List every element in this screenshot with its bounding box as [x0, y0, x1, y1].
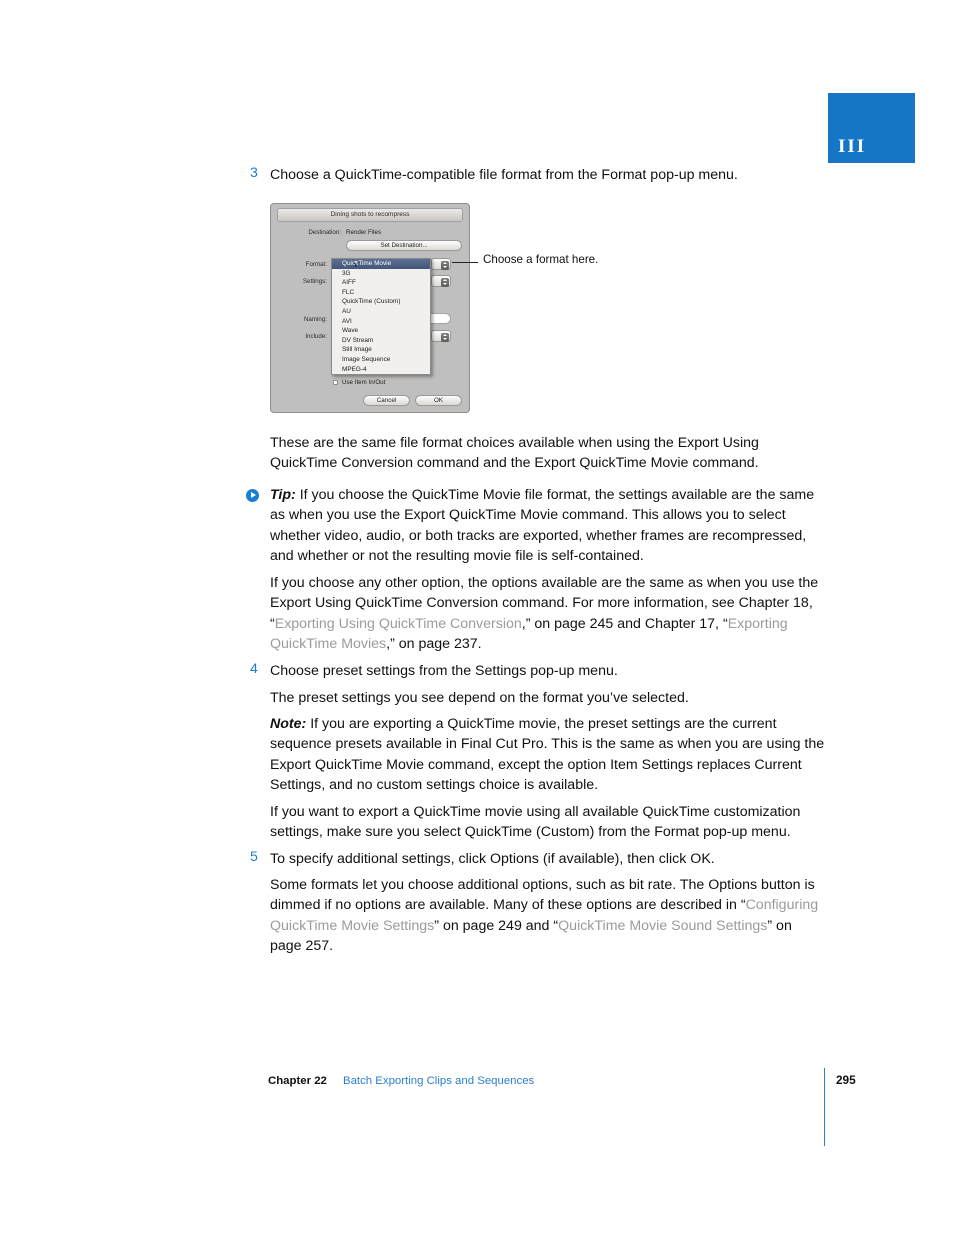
chevron-updown-icon — [441, 261, 449, 270]
footer-page-number: 295 — [836, 1073, 856, 1087]
destination-label: Destination: — [308, 229, 341, 236]
callout-leader-line — [452, 262, 478, 263]
options-text-2: on page 249 and — [439, 917, 554, 934]
menu-item-wave[interactable]: Wave — [342, 327, 359, 335]
chevron-updown-icon — [441, 278, 449, 287]
menu-item-quicktime-movie[interactable]: QuickTime Movie — [332, 259, 430, 269]
step-text-4: Choose preset settings from the Settings pop-up menu. — [270, 663, 618, 679]
format-popup-menu[interactable] — [331, 258, 431, 375]
use-item-in-out-checkbox[interactable] — [333, 380, 338, 385]
step-number-5: 5 — [250, 849, 258, 865]
paragraph-tip — [270, 485, 826, 566]
dialog-title-bar: Dining shots to recompress — [277, 208, 463, 222]
part-marker — [828, 93, 915, 163]
xref-quicktime-movie-sound-settings[interactable]: QuickTime Movie Sound Settings — [558, 917, 768, 934]
xref-configuring-quicktime-movie-settings[interactable]: Configuring QuickTime Movie Settings — [270, 897, 819, 934]
footer-chapter-title[interactable]: Batch Exporting Clips and Sequences — [343, 1075, 535, 1087]
paragraph-preset-depends: The preset settings you see depend on the format you’ve selected. — [270, 690, 689, 706]
paragraph-other-option: If you choose any other option, the options available are the same as when you use the Export Using QuickTime Conversion command. For more information, see Chapter 18, “Exporting Using QuickTime Conversion,” on page 245 and Chapter 17, “Exporting QuickTime Movies,” on page 237. — [270, 575, 819, 652]
settings-label: Settings: — [302, 278, 327, 285]
xref-exporting-quicktime-movies[interactable]: Exporting QuickTime Movies — [270, 615, 788, 652]
footer-chapter-number: Chapter 22 — [268, 1075, 327, 1087]
tip-label: Tip: — [270, 487, 296, 503]
other-option-text-2: on page 245 and Chapter 17, — [530, 615, 723, 632]
other-option-text-1: If you choose any other option, the options available are the same as when you use the Export Using QuickTime Conversion command. For more information, see Chapter 18, — [270, 575, 819, 612]
ok-button[interactable]: OK — [415, 395, 462, 406]
set-destination-button[interactable]: Set Destination... — [346, 240, 462, 251]
xref-exporting-using-quicktime-conversion[interactable]: Exporting Using QuickTime Conversion — [274, 615, 522, 632]
settings-popup-button[interactable] — [431, 275, 451, 287]
menu-item-flc[interactable]: FLC — [342, 288, 355, 296]
menu-item-avi[interactable]: AVI — [342, 317, 352, 325]
naming-label: Naming: — [303, 316, 327, 323]
menu-item-mpeg-4[interactable]: MPEG-4 — [342, 365, 367, 373]
menu-item-quicktime-custom[interactable]: QuickTime (Custom) — [342, 298, 401, 306]
note-body: If you are exporting a QuickTime movie, the preset settings are the current sequence presets available in Final Cut Pro. This is the same as when you are using the Export QuickTime Movie command, except the option Item Settings replaces Current Settings, and no custom settings choice is available. — [270, 716, 825, 793]
chevron-updown-icon — [441, 333, 449, 342]
step-text-3: Choose a QuickTime-compatible file format from the Format pop-up menu. — [270, 167, 738, 183]
step-text-5: To specify additional settings, click Options (if available), then click OK. — [270, 851, 715, 867]
batch-export-dialog-figure — [270, 203, 470, 413]
options-text-1: Some formats let you choose additional options, such as bit rate. The Options button is dimmed if no options are available. Many of these options are described in — [270, 877, 815, 914]
footer-vertical-rule — [824, 1068, 825, 1146]
other-option-text-3: on page 237. — [394, 635, 482, 652]
menu-item-still-image[interactable]: Still Image — [342, 346, 372, 354]
tip-body: If you choose the QuickTime Movie file format, the settings available are the same as when you use the Export QuickTime Movie command. This allows you to select whether video, audio, or both tracks are exported, whether frames are recompressed, and whether or not the resulting movie file is self-contained. — [270, 487, 815, 564]
part-numeral: III — [838, 136, 867, 157]
include-popup-button[interactable] — [431, 330, 451, 342]
step-number-3: 3 — [250, 165, 258, 181]
include-label: Include: — [305, 333, 327, 340]
menu-item-dv-stream[interactable]: DV Stream — [342, 336, 374, 344]
format-label: Format: — [305, 261, 327, 268]
menu-item-au[interactable]: AU — [342, 307, 351, 315]
note-label: Note: — [270, 716, 307, 732]
format-popup-button[interactable] — [431, 258, 451, 270]
cancel-button[interactable]: Cancel — [363, 395, 410, 406]
use-item-in-out-label: Use Item In/Out — [342, 379, 386, 386]
menu-item-3g[interactable]: 3G — [342, 269, 351, 277]
menu-item-aiff[interactable]: AIFF — [342, 279, 356, 287]
paragraph-same-format-choices: These are the same file format choices available when using the Export Using QuickTime Conversion command and the Export QuickTime Movie command. — [270, 435, 759, 472]
paragraph-note — [270, 714, 826, 795]
menu-item-image-sequence[interactable]: Image Sequence — [342, 355, 391, 363]
callout-label: Choose a format here. — [483, 253, 599, 266]
page-footer — [0, 1073, 954, 1093]
paragraph-additional-options: Some formats let you choose additional options, such as bit rate. The Options button is dimmed if no options are available. Many of these options are described in “Configuring QuickTime Movie Settings” on page 249 and “QuickTime Movie Sound Settings” on page 257. — [270, 877, 819, 954]
paragraph-custom-settings: If you want to export a QuickTime movie using all available QuickTime customization settings, make sure you select QuickTime (Custom) from the Format pop-up menu. — [270, 804, 801, 841]
options-text-3: on page 257. — [270, 917, 792, 954]
destination-value: Render Files — [346, 229, 382, 236]
tip-play-icon — [246, 489, 259, 502]
step-number-4: 4 — [250, 661, 258, 677]
